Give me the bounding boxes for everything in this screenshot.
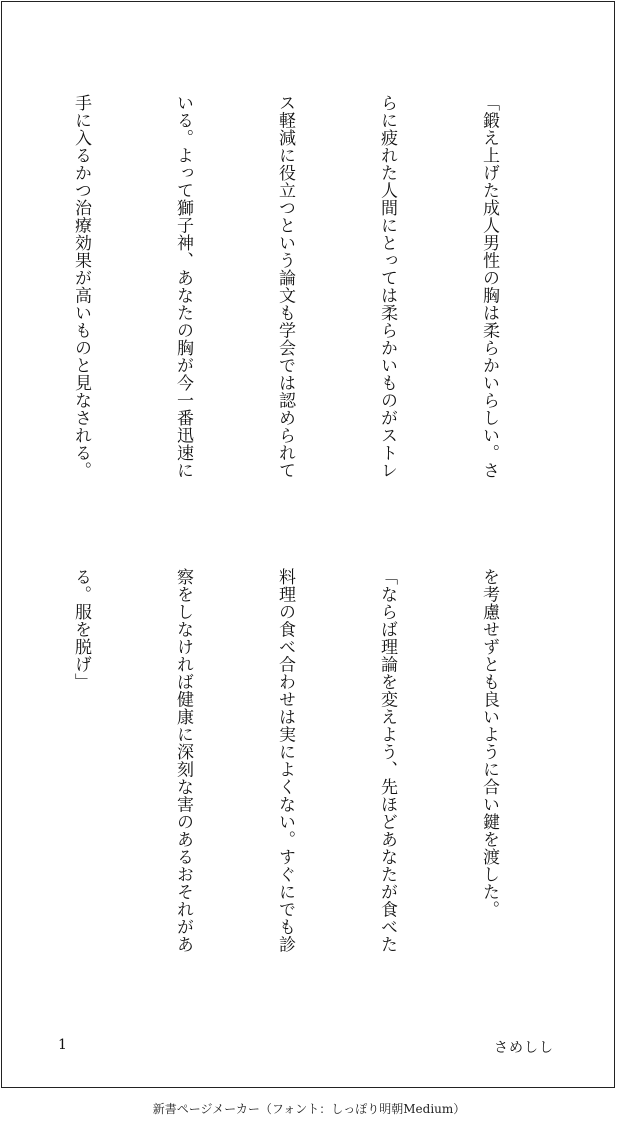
text-column: 「鍛え上げた成人男性の胸は柔らかいらしい。さ bbox=[479, 94, 499, 479]
book-page bbox=[1, 1, 615, 1088]
text-column: 察をしなければ健康に深刻な害のあるおそれがあ bbox=[173, 568, 193, 953]
text-block-lower bbox=[54, 568, 574, 1008]
text-column: らに疲れた人間にとっては柔らかいものがストレ bbox=[377, 94, 397, 479]
page-number: 1 bbox=[58, 1037, 67, 1053]
text-column: を考慮せずとも良いように合い鍵を渡した。 bbox=[479, 568, 499, 918]
text-column: ス軽減に役立つという論文も学会では認められて bbox=[275, 94, 295, 479]
text-column: 料理の食べ合わせは実によくない。すぐにでも診 bbox=[275, 568, 295, 953]
text-block-upper bbox=[54, 94, 574, 534]
generator-caption: 新書ページメーカー（フォント：しっぽり明朝Medium） bbox=[152, 1102, 466, 1116]
author-name: さめしし bbox=[494, 1040, 554, 1056]
text-column: いる。よって獅子神、あなたの胸が今一番迅速に bbox=[173, 94, 193, 479]
text-column: 手に入るかつ治療効果が高いものと見なされる。 bbox=[71, 94, 91, 479]
text-column: る。服を脱げ」 bbox=[71, 568, 91, 691]
text-column: 「ならば理論を変えよう、先ほどあなたが食べた bbox=[377, 568, 397, 953]
